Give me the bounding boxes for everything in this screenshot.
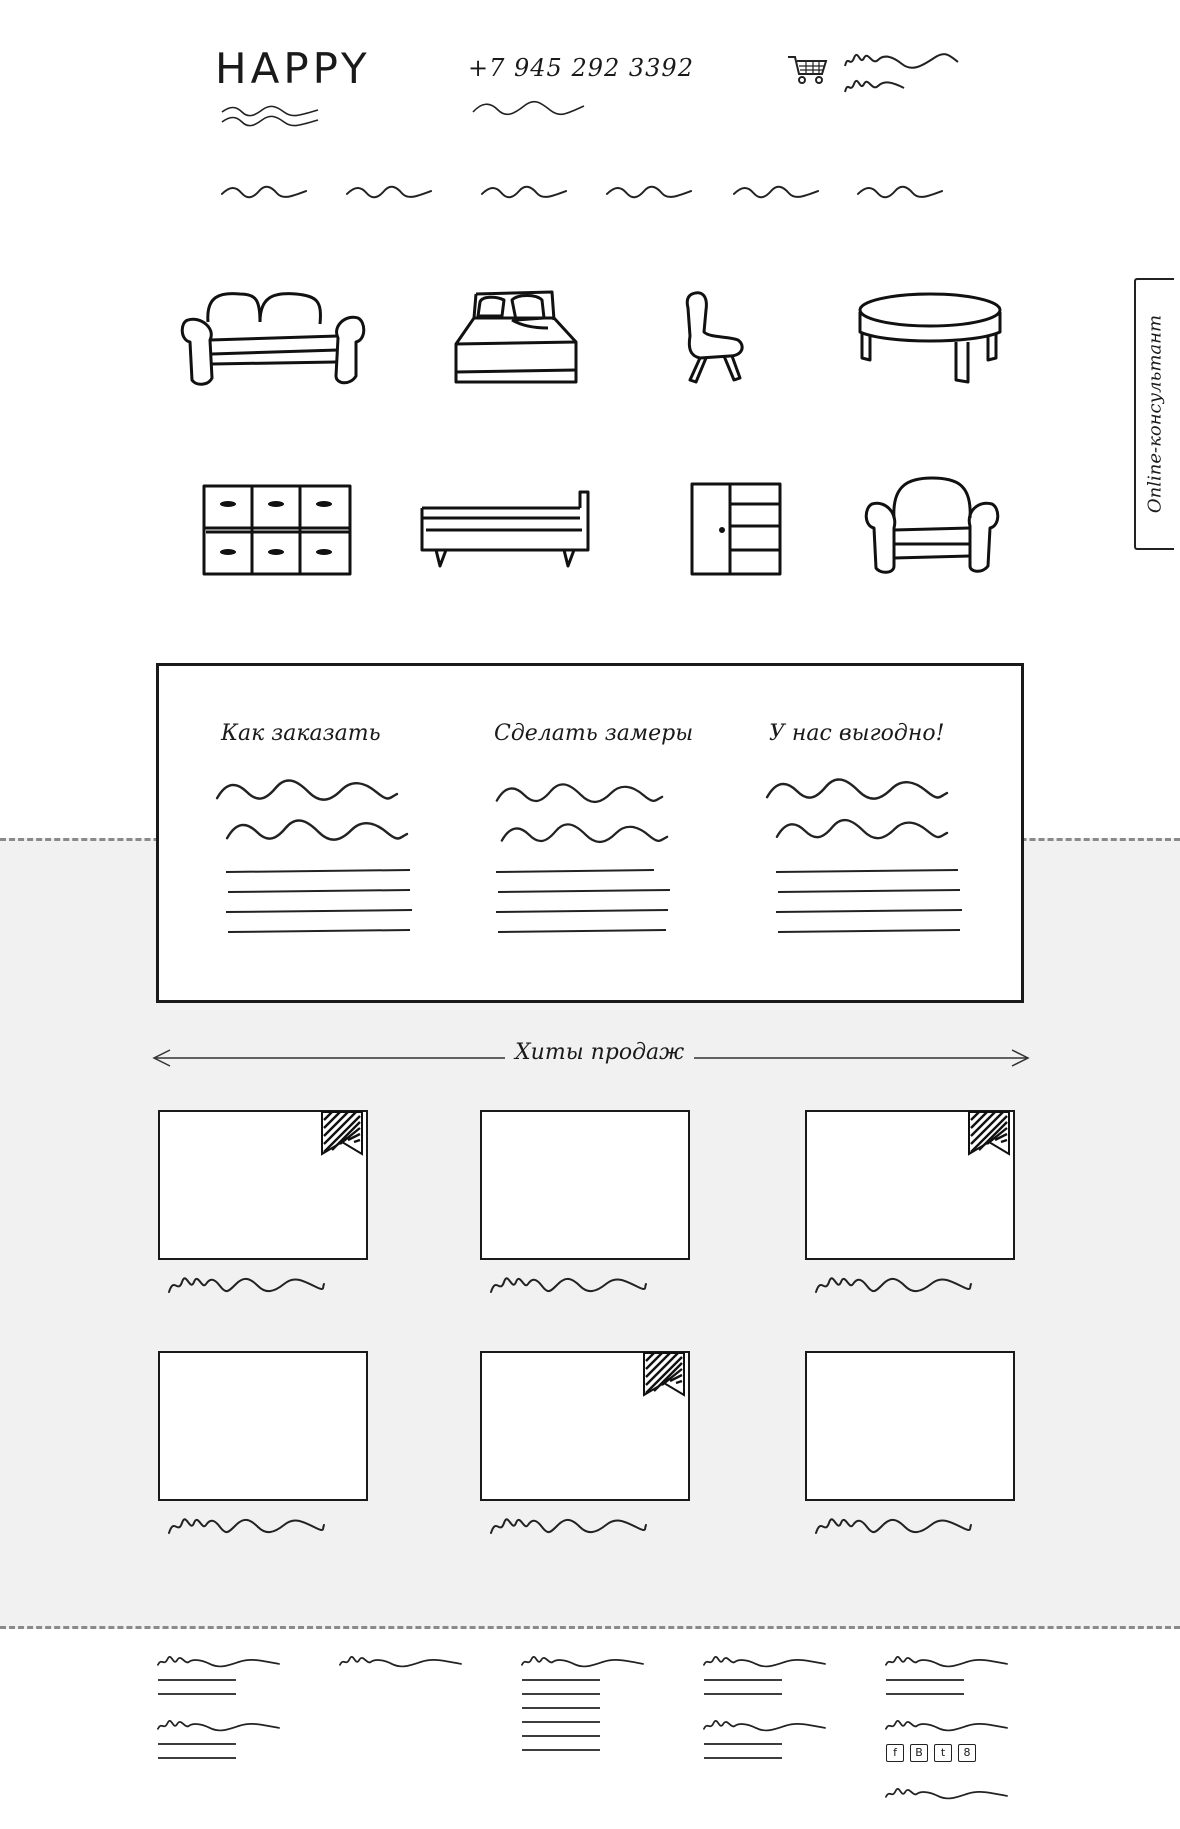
nav-item-1[interactable] [220,184,308,200]
product-card[interactable] [158,1351,368,1501]
twitter-icon[interactable]: t [934,1744,952,1762]
sofa-icon[interactable] [180,282,366,392]
vk-icon[interactable]: B [910,1744,928,1762]
bookmark-icon[interactable] [967,1110,1011,1156]
phone-number[interactable]: +7 945 292 3392 [468,54,694,82]
bookmark-icon[interactable] [642,1351,686,1397]
footer-col1-links-2[interactable] [156,1738,246,1766]
info-col2-heading-scribble [494,781,664,807]
info-measurements-title[interactable]: Сделать замеры [494,721,694,746]
footer-col5-links[interactable] [884,1674,974,1702]
chair-icon[interactable] [680,288,752,388]
footer-col1-links[interactable] [156,1674,246,1702]
info-panel [156,663,1024,1003]
product-card[interactable] [805,1351,1015,1501]
footer-col2-heading[interactable] [338,1654,463,1670]
nav-item-5[interactable] [732,184,820,200]
footer-col5-heading[interactable] [884,1654,1009,1670]
table-icon[interactable] [856,288,1004,386]
hits-title: Хиты продаж [505,1040,694,1065]
info-col1-heading-scribble [214,776,399,806]
product-card[interactable] [805,1110,1015,1260]
wardrobe-icon[interactable] [688,480,784,578]
nav-item-3[interactable] [480,184,568,200]
footer-col3-links[interactable] [520,1674,610,1774]
footer-col5-heading-2[interactable] [884,1718,1009,1734]
cart-icon[interactable] [786,54,830,86]
product-title[interactable] [166,1274,326,1296]
online-consultant-label: Online-консультант [1144,314,1166,514]
nav-item-6[interactable] [856,184,944,200]
info-col3-subheading-scribble [774,816,949,844]
nav-item-2[interactable] [345,184,433,200]
product-card[interactable] [480,1351,690,1501]
single-bed-icon[interactable] [418,488,592,570]
double-bed-icon[interactable] [452,288,580,388]
info-col1-text-lines [224,866,414,956]
info-col1-subheading-scribble [224,816,409,846]
footer-col4-links[interactable] [702,1674,792,1702]
footer-col5-heading-3[interactable] [884,1786,1009,1802]
cart-summary-scribble[interactable] [842,52,962,102]
footer-col3-heading[interactable] [520,1654,645,1670]
footer-col1-heading[interactable] [156,1654,281,1670]
nav-item-4[interactable] [605,184,693,200]
product-title[interactable] [166,1515,326,1537]
logo[interactable]: HAPPY [215,44,371,93]
tagline-scribble [218,104,328,130]
info-benefits-title[interactable]: У нас выгодно! [769,721,945,746]
armchair-icon[interactable] [864,470,1000,578]
product-card[interactable] [158,1110,368,1260]
phone-caption-scribble [470,100,588,118]
bookmark-icon[interactable] [320,1110,364,1156]
product-title[interactable] [488,1274,648,1296]
facebook-icon[interactable]: f [886,1744,904,1762]
info-col3-heading-scribble [764,776,949,804]
google-plus-icon[interactable]: 8 [958,1744,976,1762]
info-how-to-order-title[interactable]: Как заказать [221,721,381,746]
product-card[interactable] [480,1110,690,1260]
footer-col4-heading[interactable] [702,1654,827,1670]
product-title[interactable] [813,1274,973,1296]
footer-col4-links-2[interactable] [702,1738,792,1766]
footer-col1-heading-2[interactable] [156,1718,281,1734]
footer-col4-heading-2[interactable] [702,1718,827,1734]
info-col3-text-lines [774,866,964,956]
chest-of-drawers-icon[interactable] [200,482,354,578]
info-col2-text-lines [494,866,684,956]
product-title[interactable] [488,1515,648,1537]
info-col2-subheading-scribble [499,821,669,847]
online-consultant-tab[interactable] [1134,278,1174,550]
product-title[interactable] [813,1515,973,1537]
